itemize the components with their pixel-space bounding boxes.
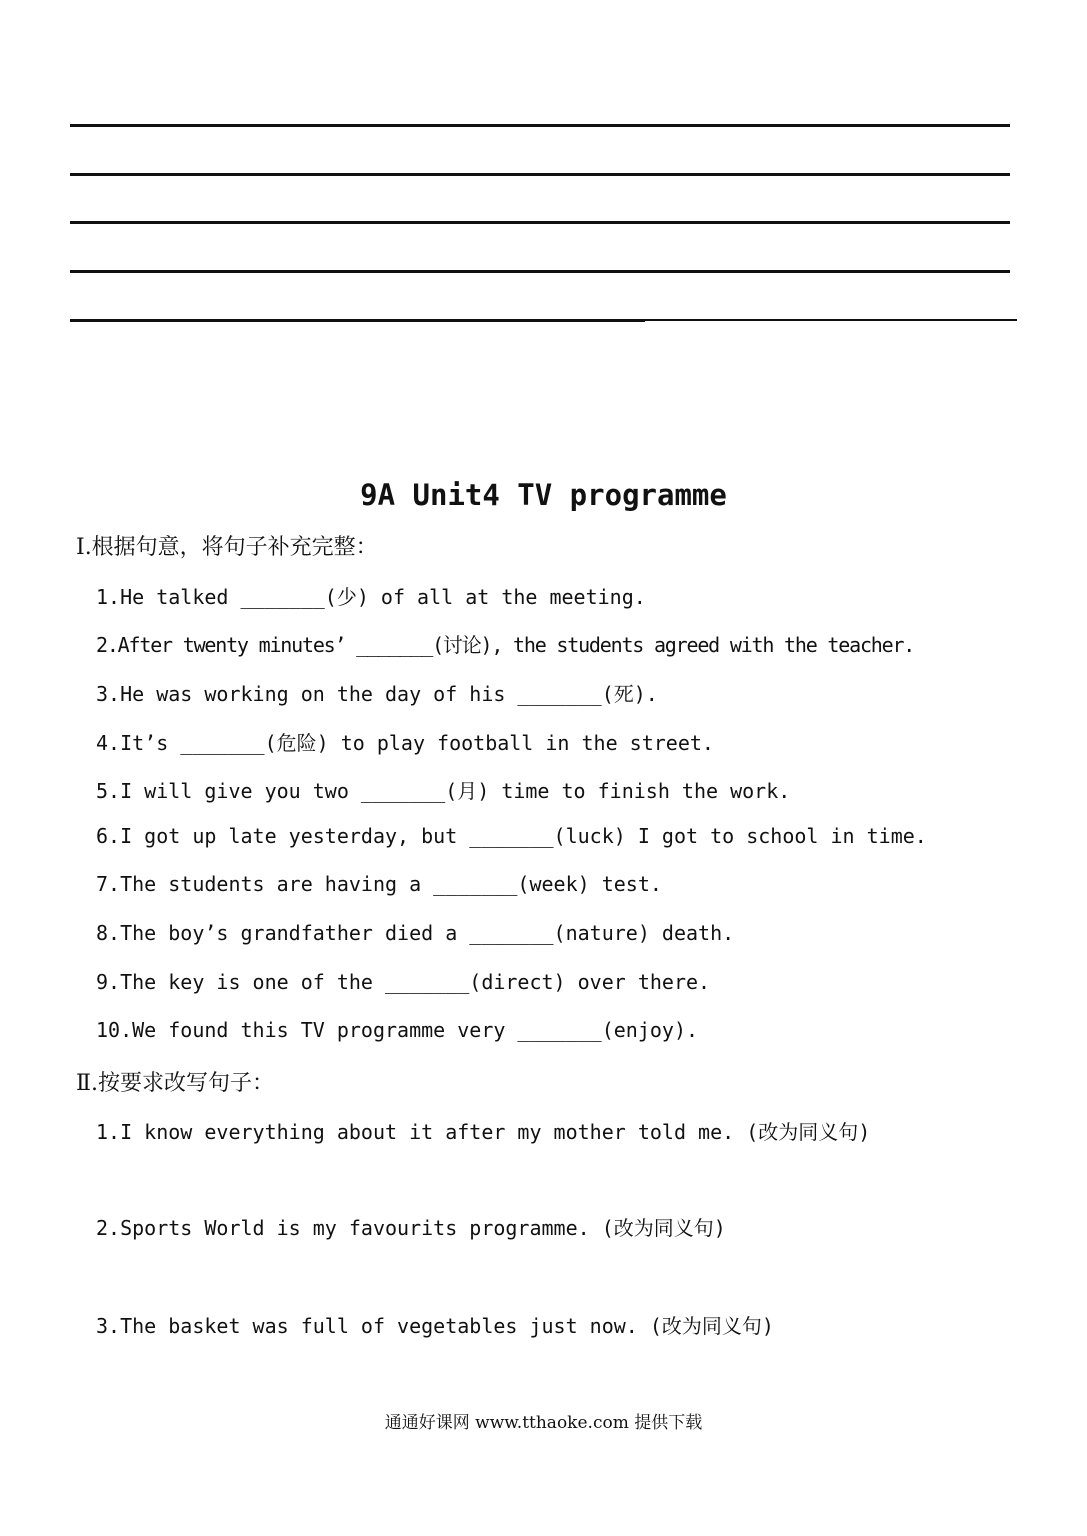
question-item: 1.I know everything about it after my mother told me. (改为同义句) [96,1120,871,1144]
question-item: 7.The students are having a _______(week) test. [96,872,662,896]
question-item: 9.The key is one of the _______(direct) over there. [96,970,711,994]
answer-line [70,270,1010,273]
answer-line [70,221,1010,224]
answer-line [70,124,1010,127]
question-item: 2.Sports World is my favourits programme. (改为同义句) [96,1216,726,1240]
section-heading: Ⅱ.按要求改写句子： [76,1071,274,1096]
question-item: 3.The basket was full of vegetables just now. (改为同义句) [96,1314,774,1338]
question-item: 2.After twenty minutes’ _______(讨论), the students agreed with the teacher. [96,633,915,657]
question-item: 3.He was working on the day of his _______(死). [96,682,658,706]
question-item: 6.I got up late yesterday, but _______(luck) I got to school in time. [96,824,927,848]
answer-line [70,173,1010,176]
question-item: 8.The boy’s grandfather died a _______(nature) death. [96,921,735,945]
question-item: 1.He talked _______(少) of all at the meeting. [96,585,646,609]
footer-text: 通通好课网 www.tthaoke.com 提供下载 [384,1413,703,1433]
question-item: 5.I will give you two _______(月) time to finish the work. [96,779,791,803]
question-item: 10.We found this TV programme very _______(enjoy). [96,1018,699,1042]
page-title: 9A Unit4 TV programme [360,478,727,512]
question-item: 4.It’s _______(危险) to play football in the street. [96,731,714,755]
section-heading: Ⅰ.根据句意，将句子补充完整： [76,535,378,560]
